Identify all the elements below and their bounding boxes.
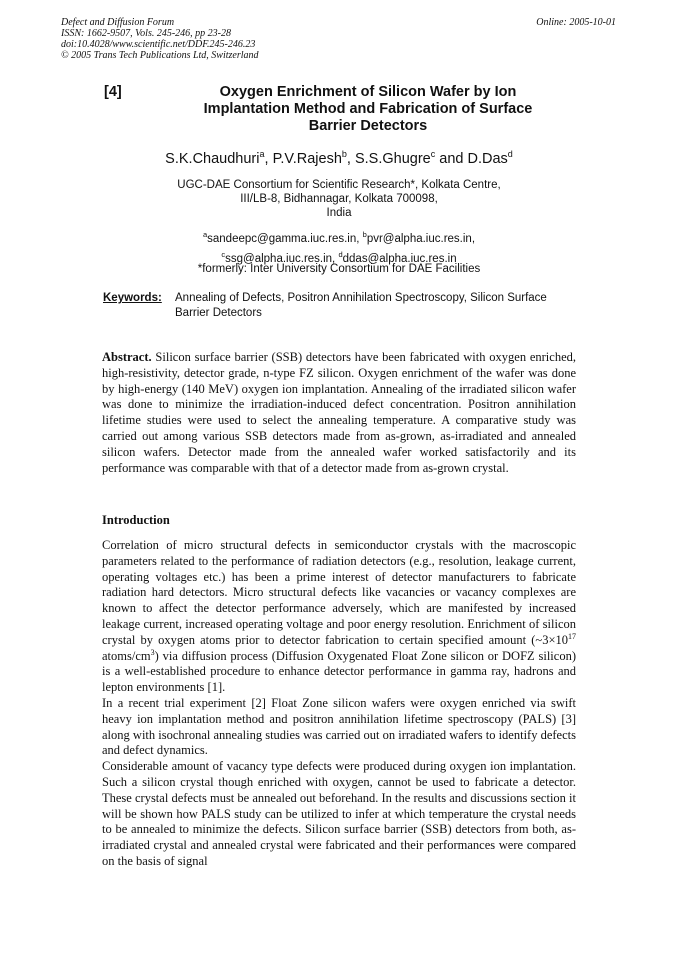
- intro-paragraph: [102, 538, 576, 696]
- author-sup: c: [430, 149, 436, 159]
- exponent: 17: [568, 631, 576, 641]
- author-name: S.S.Ghugre: [354, 150, 431, 167]
- keywords-label: Keywords:: [103, 292, 162, 304]
- intro-paragraph: Considerable amount of vacancy type defects were produced during oxygen ion implantation. Such a silicon crystal though enriched with oxygen, cannot be used to fabricate a detector. These crystal defects must be annealed out beforehand. In the results and discussions section it will be shown how PALS study can be utilized to infer at which temperature the crystal needs to be annealed to minimize the defects. Silicon surface barrier (SSB) detectors from both, as-irradiated crystal and annealed crystal were fabricated and their performances were compared on the basis of signal: [102, 759, 576, 868]
- author-list: [0, 149, 678, 167]
- affiliation: [0, 178, 678, 220]
- author-sup: b: [341, 149, 347, 159]
- email-link[interactable]: ddas@alpha.iuc.res.in: [342, 252, 457, 265]
- formerly-note: *formerly: Inter University Consortium for DAE Facilities: [197, 263, 481, 275]
- author-separator: ,: [264, 150, 273, 167]
- email-link[interactable]: ssg@alpha.iuc.res.in,: [225, 252, 336, 265]
- email-sup: d: [338, 249, 343, 259]
- keywords-text: Annealing of Defects, Positron Annihilation Spectroscopy, Silicon Surface Barrier Detectors: [175, 292, 547, 319]
- email-sup: c: [221, 249, 226, 259]
- intro-text: ) via diffusion process (Diffusion Oxygenated Float Zone silicon or DOFZ silicon) is a well-established procedure to enhance detector performance in gamma ray, hadrons and lepton environments [1].: [102, 648, 576, 695]
- email-block: [0, 227, 678, 267]
- email-sup: a: [202, 230, 208, 239]
- author-name: S.K.Chaudhuri: [165, 150, 260, 167]
- online-date: Online: 2005-10-01: [536, 17, 616, 28]
- abstract: [102, 350, 576, 476]
- affiliation-line: India: [326, 207, 352, 219]
- journal-name: Defect and Diffusion Forum: [61, 17, 175, 28]
- author-sup: a: [259, 149, 265, 159]
- intro-text: atoms/cm: [102, 648, 151, 663]
- exponent: 3: [150, 647, 155, 657]
- intro-paragraph: In a recent trial experiment [2] Float Zone silicon wafers were oxygen enriched via swift heavy ion implantation method and positron annihilation lifetime spectroscopy (PALS) [3] along with isochronal annealing studies was carried out on irradiated wafers to identify defects and defect dynamics.: [102, 695, 576, 758]
- affiliation-line: III/LB-8, Bidhannagar, Kolkata 700098,: [240, 193, 438, 205]
- abstract-text: Silicon surface barrier (SSB) detectors have been fabricated with oxygen enriched, high-resistivity, detector grade, n-type FZ silicon. Oxygen enrichment of the wafer was done by high-energy (140 MeV) oxygen ion implantation. Annealing of the irradiated silicon wafer was done to minimize the irradiation-induced defect concentration. Positron annihilation lifetime studies were used to select the annealing temperature. A comparative study was carried out among various SSB detectors made from as-grown, as-irradiated and annealed silicon wafers. Detector made from the annealed wafer worked satisfactorily and its performance was comparable with that of a detector made from as-grown crystal.: [102, 350, 577, 475]
- journal-header: [61, 17, 259, 61]
- email-link[interactable]: sandeepc@gamma.iuc.res.in,: [207, 232, 360, 245]
- issn-line: ISSN: 1662-9507, Vols. 245-246, pp 23-28: [61, 28, 231, 39]
- paper-title: Oxygen Enrichment of Silicon Wafer by Ion Implantation Method and Fabrication of Surface Barrier Detectors: [203, 84, 533, 134]
- email-sup: b: [362, 230, 367, 239]
- author-sup: d: [507, 149, 513, 159]
- abstract-label: Abstract.: [102, 350, 152, 364]
- introduction-body: [102, 538, 576, 870]
- doi-link[interactable]: doi:10.4028/www.scientific.net/DDF.245-246.23: [61, 39, 256, 50]
- author-separator: and: [435, 150, 468, 167]
- email-line: [0, 227, 678, 247]
- author-name: D.Das: [467, 150, 508, 167]
- email-link[interactable]: pvr@alpha.iuc.res.in,: [366, 232, 476, 245]
- affiliation-line: UGC-DAE Consortium for Scientific Research*, Kolkata Centre,: [177, 179, 501, 191]
- author-separator: ,: [346, 150, 355, 167]
- intro-text: Correlation of micro structural defects in semiconductor crystals with the macroscopic parameters related to the performance of radiation detectors (e.g., resolution, leakage current, operating voltages etc.) has been a prime interest of detector manufacturers to fabricate radiation hard detectors. Micro structural defects like vacancies or vacancy complexes are known to affect the detector performance adversely, which are manifested by increased leakage current, increased operating voltage and poor energy resolution. Enrichment of silicon crystal by oxygen atoms prior to detector fabrication to certain specified amount (~3×10: [102, 538, 576, 647]
- paper-number: [4]: [104, 84, 122, 100]
- author-name: P.V.Rajesh: [272, 150, 342, 167]
- section-heading-introduction: Introduction: [102, 513, 170, 527]
- copyright-line: © 2005 Trans Tech Publications Ltd, Switzerland: [61, 50, 259, 61]
